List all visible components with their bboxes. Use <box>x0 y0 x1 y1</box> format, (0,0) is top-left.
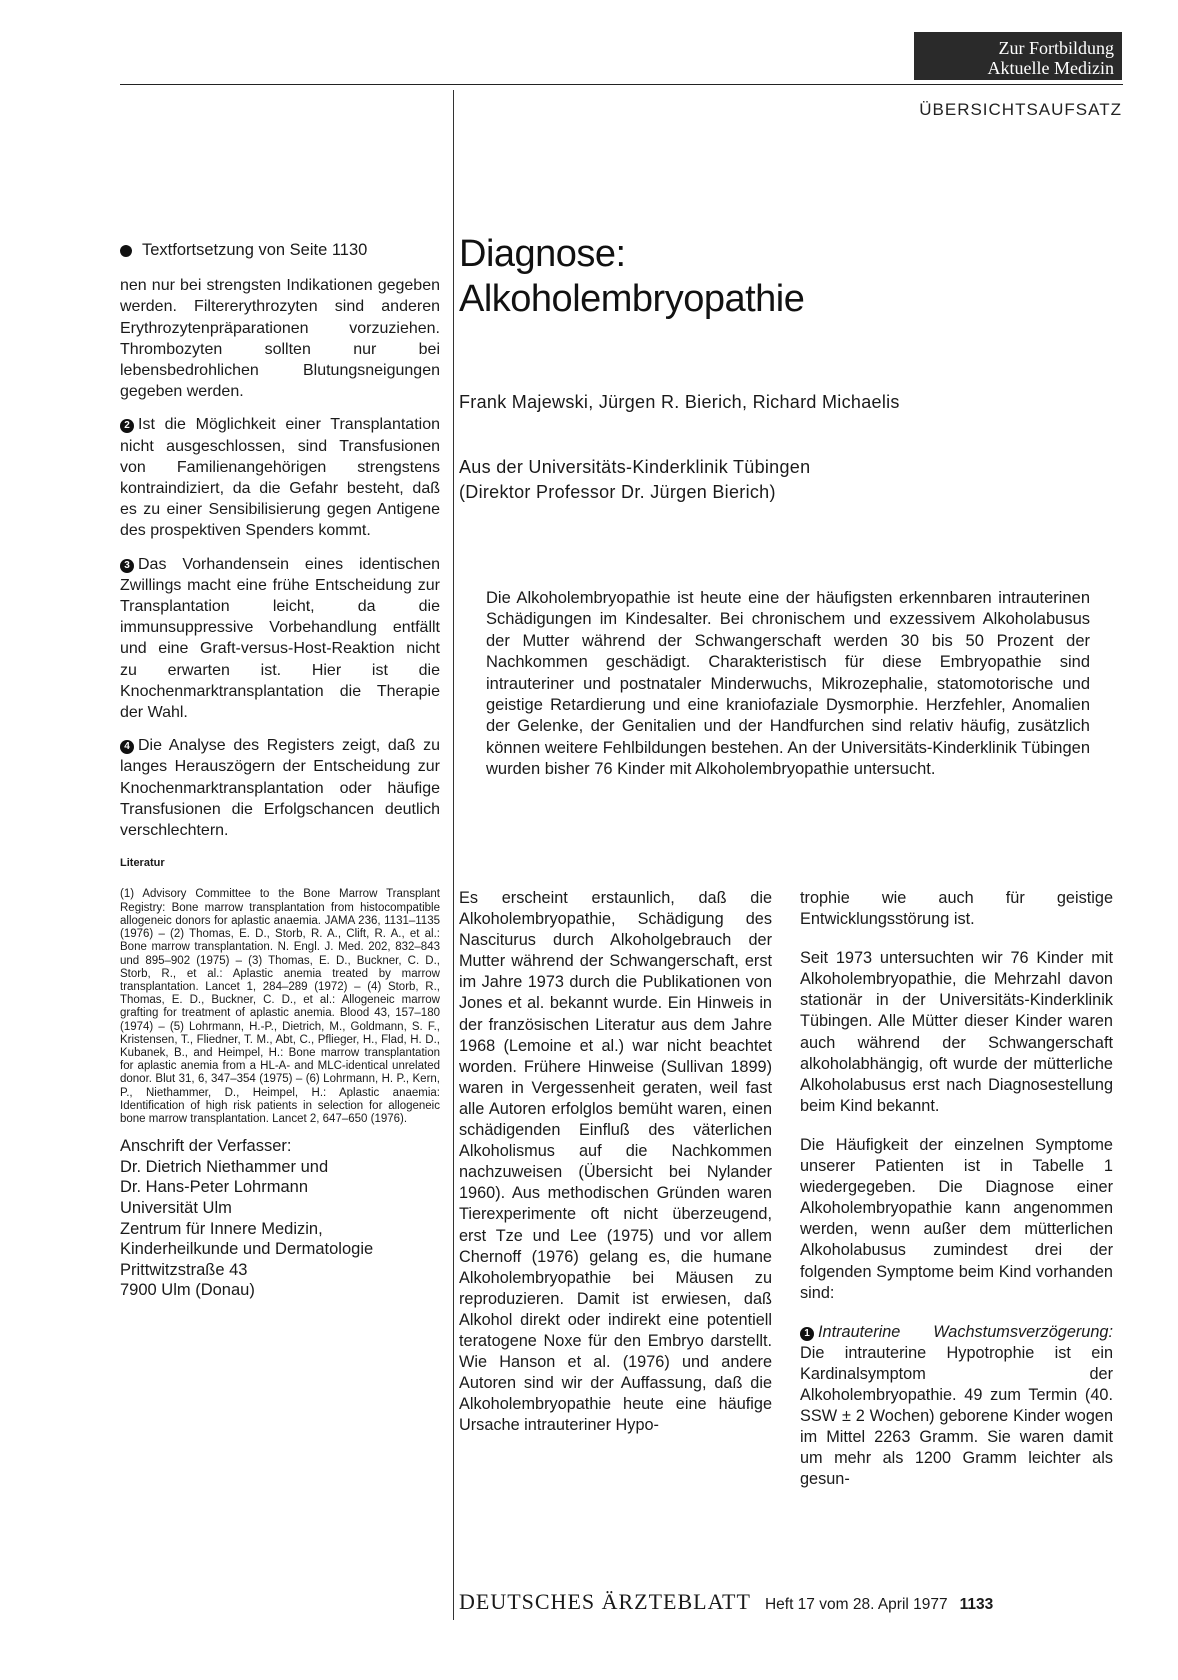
address-line: Zentrum für Innere Medizin, <box>120 1219 323 1238</box>
address-line: Universität Ulm <box>120 1198 232 1217</box>
literature-list: (1) Advisory Committee to the Bone Marrow Transplant Registry: Bone marrow transplantation from histocompatible allogeneic donors for aplastic anaemia. JAMA 236, 1131–1135 (1976) – (2) Thomas, E. D., Storb, R. A., Clift, R. A., et al.: Bone marrow transplantation. N. Engl. J. Med. 202, 832–843 und 895–902 (1975) – (3) Thomas, E. D., Buckner, C. D., Storb, R., et al.: Aplastic anemia treated by marrow transplantation. Lancet 1, 284–289 (1972) – (4) Storb, R., Thomas, E. D., Buckner, C. D., et al.: Allogeneic marrow grafting for treatment of aplastic anemia. Blood 43, 157–180 (1974) – (5) Lohrmann, H.-P., Dietrich, M., Goldmann, S. F., Kristensen, T., Fliedner, T. M., Abt, C., Pflieger, H., Flad, H. D., Kubanek, B., and Heimpel, H.: Bone marrow transplantation for aplastic anemia from a HL-A- and MLC-identical unrelated donor. Blut 31, 6, 347–354 (1975) – (6) Lohrmann, H. P., Kern, P., Niethammer, D., Heimpel, H.: Aplastic anaemia: Identification of high risk patients in selection for allogeneic bone marrow transplantation. Lancet 2, 647–650 (1976). <box>120 888 440 1125</box>
body-column-1 <box>459 888 772 1436</box>
point-text: Die intrauterine Hypotrophie ist ein Kardinalsymptom der Alkoholembryopathie. 49 zum Termin (40. SSW ± 2 Wochen) geborene Kinder wogen im Mittel 2263 Gramm. Sie waren damit um mehr als 1200 Gramm leichter als gesun- <box>800 1343 1113 1489</box>
body-column-2 <box>800 888 1113 1508</box>
number-4-icon: 4 <box>120 740 134 754</box>
address-line: 7900 Ulm (Donau) <box>120 1281 255 1300</box>
paragraph: nen nur bei strengsten Indikationen gegeben werden. Filtererythrozyten sind anderen Erythrozytenpräparationen vorzuziehen. Thrombozyten sollten nur bei lebensbedrohlichen Blutungsneigungen gegeben werden. <box>120 277 440 401</box>
address-line: Anschrift der Verfasser: <box>120 1137 292 1156</box>
affiliation-line-1: Aus der Universitäts-Kinderklinik Tübingen <box>459 457 811 477</box>
badge-line-2: Aktuelle Medizin <box>987 58 1114 78</box>
point-text: Das Vorhandensein eines identischen Zwillings macht eine frühe Entscheidung zur Transplantation leicht, da die immunsuppressive Vorbehandlung entfällt und eine Graft-versus-Host-Reaktion nicht zu erwarten ist. Hier ist die Knochenmarktransplantation die Therapie der Wahl. <box>120 555 440 722</box>
body-paragraph: Es erscheint erstaunlich, daß die Alkoholembryopathie, Schädigung des Nasciturus durch Alkoholgebrauch der Mutter während der Schwangerschaft, erst im Jahre 1973 durch die Publikationen von Jones et al. bekannt wurde. Ein Hinweis in der französischen Literatur aus dem Jahre 1968 (Lemoine et al.) war nicht beachtet worden. Frühere Hinweise (Sullivan 1899) waren in Vergessenheit geraten, weil fast alle Autoren erfolglos bemüht waren, einen schädigenden Einfluß des väterlichen Alkoholismus auf die Nachkommen nachzuweisen (Übersicht bei Nylander 1960). Aus methodischen Gründen waren Tierexperimente oft nicht überzeugend, erst Tze und Lee (1975) und vor allem Chernoff (1976) gelang es, die humane Alkoholembryopathie bei Mäusen zu reproduzieren. Damit ist erwiesen, daß Alkohol direkt oder indirekt eine potentiell teratogene Noxe für den Embryo darstellt. Wie Hanson et al. (1976) und andere Autoren sind wir der Auffassung, daß die Alkoholembryopathie heute eine häufige Ursache intrauteriner Hypo- <box>459 889 772 1435</box>
journal-name: DEUTSCHES ÄRZTEBLATT <box>459 1589 751 1614</box>
point-text: Die Analyse des Registers zeigt, daß zu langes Herauszögern der Entscheidung zur Knochenmarktransplantation oder häufige Transfusionen die Erfolgschancen deutlich verschlechtern. <box>120 737 440 840</box>
number-3-icon: 3 <box>120 559 134 573</box>
page-footer <box>459 1589 1114 1615</box>
point-title: Intrauterine Wachstumsverzögerung: <box>818 1322 1113 1341</box>
address-line: Prittwitzstraße 43 <box>120 1260 248 1279</box>
literature-heading: Literatur <box>120 857 165 870</box>
point-text: Ist die Möglichkeit einer Transplantation nicht ausgeschlossen, sind Transfusionen von Familienangehörigen strengstens kontraindiziert, da die Gefahr besteht, daß es zu einer Sensibilisierung gegen Antigene des prospektiven Spenders kommt. <box>120 416 440 540</box>
numbered-point-4 <box>120 735 440 841</box>
address-line: Dr. Dietrich Niethammer und <box>120 1157 329 1176</box>
author-address <box>120 1136 440 1301</box>
title-line-2: Alkoholembryopathie <box>459 278 805 320</box>
numbered-point-3 <box>120 554 440 724</box>
continuation-text: Textfortsetzung von Seite 1130 <box>142 241 368 259</box>
body-paragraph: Die Häufigkeit der einzelnen Symptome unserer Patienten ist in Tabelle 1 wiedergegeben. Die Diagnose einer Alkoholembryopathie kann angenommen werden, wenn außer dem mütterlichen Alkoholabusus zumindest drei der folgenden Symptome beim Kind vorhanden sind: <box>800 1135 1113 1302</box>
affiliation-line-2: (Direktor Professor Dr. Jürgen Bierich) <box>459 482 776 502</box>
body-paragraph: Seit 1973 untersuchten wir 76 Kinder mit Alkoholembryopathie, die Mehrzahl davon stationär in der Universitäts-Kinderklinik Tübingen. Alle Mütter dieser Kinder waren auch während der Schwangerschaft alkoholabhängig, oft wurde der mütterliche Alkoholabusus erst nach Diagnosestellung beim Kind bekannt. <box>800 949 1113 1115</box>
left-column <box>120 240 440 1301</box>
top-rule <box>120 84 1123 85</box>
author-list: Frank Majewski, Jürgen R. Bierich, Richard Michaelis <box>459 392 900 412</box>
number-2-icon: 2 <box>120 419 134 433</box>
address-line: Kinderheilkunde und Dermatologie <box>120 1240 374 1259</box>
numbered-point-1 <box>800 1322 1113 1491</box>
section-badge <box>914 32 1122 80</box>
abstract: Die Alkoholembryopathie ist heute eine der häufigsten erkennbaren intrauterinen Schädigungen im Kindesalter. Bei chronischem und exzessivem Alkoholabusus der Mutter während der Schwangerschaft werden 30 bis 50 Prozent der Nachkommen geschädigt. Charakteristisch für diese Embryopathie sind intrauteriner und postnataler Minderwuchs, Mikrozephalie, statomotorische und geistige Retardierung und eine kraniofaziale Dysmorphie. Herzfehler, Anomalien der Gelenke, der Genitalien und der Handfurchen sind relativ häufig, zusätzlich können weitere Fehlbildungen bestehen. An der Universitäts-Kinderklinik Tübingen wurden bisher 76 Kinder mit Alkoholembryopathie untersucht. <box>486 589 1090 779</box>
bullet-icon <box>120 245 132 257</box>
body-paragraph: trophie wie auch für geistige Entwicklungsstörung ist. <box>800 889 1113 929</box>
section-label: ÜBERSICHTSAUFSATZ <box>919 100 1122 119</box>
continuation-note <box>120 240 440 261</box>
page-number: 1133 <box>959 1596 994 1613</box>
affiliation <box>459 455 810 505</box>
number-1-icon: 1 <box>800 1327 814 1341</box>
badge-line-1: Zur Fortbildung <box>998 38 1114 58</box>
title-line-1: Diagnose: <box>459 233 626 275</box>
column-divider <box>453 90 454 1620</box>
article-title <box>459 232 804 322</box>
issue-info: Heft 17 vom 28. April 1977 <box>764 1596 948 1613</box>
address-line: Dr. Hans-Peter Lohrmann <box>120 1178 309 1197</box>
numbered-point-2 <box>120 414 440 541</box>
